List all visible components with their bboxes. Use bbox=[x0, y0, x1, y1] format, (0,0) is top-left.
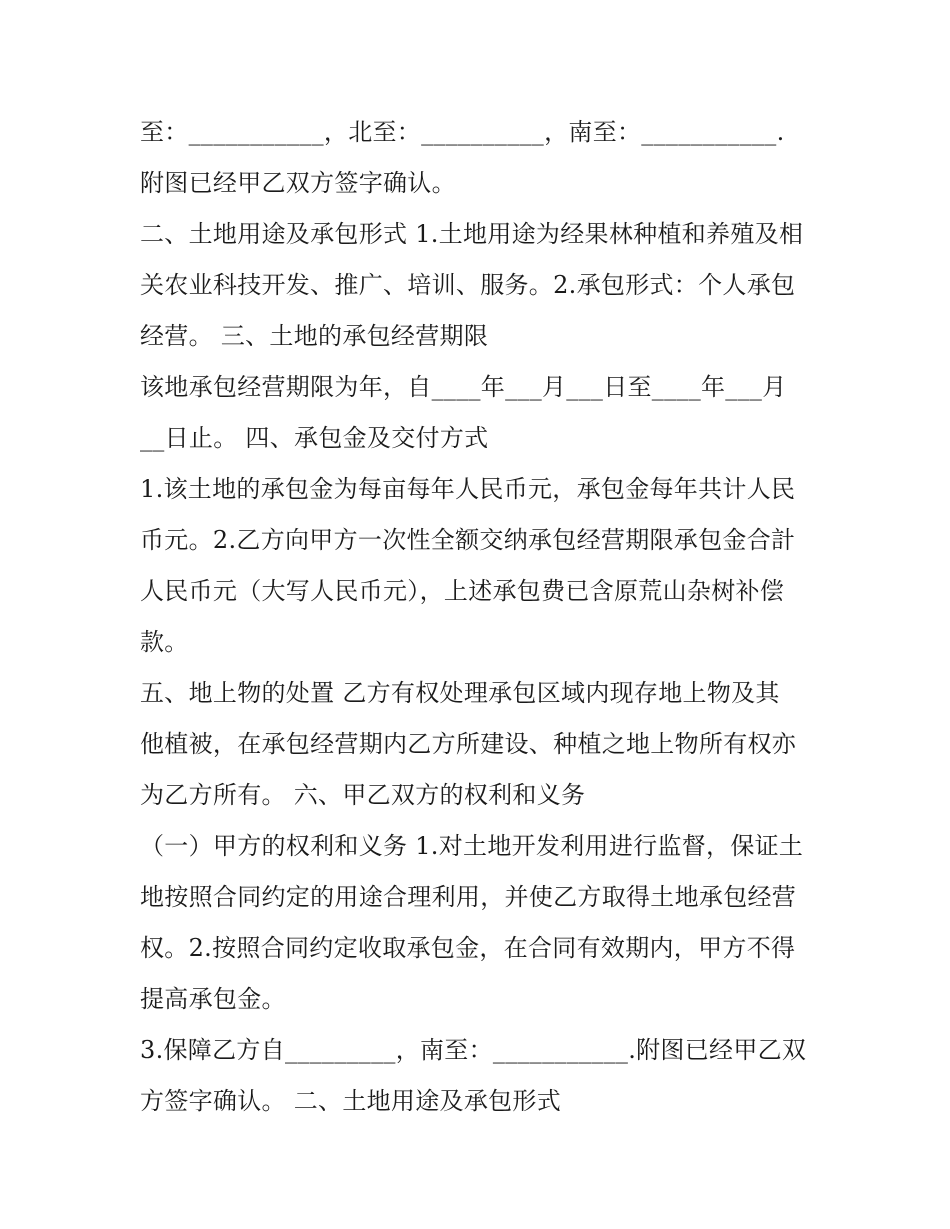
text-line: 人民币元（大写人民币元），上述承包费已含原荒山杂树补偿 bbox=[140, 577, 785, 605]
text-line: 经营。 三、土地的承包经营期限 bbox=[140, 322, 489, 350]
text-line: 附图已经甲乙双方签字确认。 bbox=[140, 169, 456, 197]
text-line: 1.该土地的承包金为每亩每年人民币元，承包金每年共计人民 bbox=[140, 475, 796, 503]
text-line: 至：___________，北至：__________，南至：___________. bbox=[140, 118, 785, 146]
text-line: 款。 bbox=[140, 628, 189, 656]
text-line: 该地承包经营期限为年，自____年___月___日至____年___月 bbox=[140, 373, 787, 401]
text-line: 方签字确认。 二、土地用途及承包形式 bbox=[140, 1087, 562, 1115]
text-line: 权。2.按照合同约定收取承包金，在合同有效期内，甲方不得 bbox=[140, 934, 796, 962]
text-line: 地按照合同约定的用途合理利用，并使乙方取得土地承包经营 bbox=[140, 883, 797, 911]
text-line: 关农业科技开发、推广、培训、服务。2.承包形式：个人承包 bbox=[140, 271, 796, 299]
text-line: 提高承包金。 bbox=[140, 985, 286, 1013]
text-line: 3.保障乙方自_________，南至：___________.附图已经甲乙双 bbox=[140, 1036, 807, 1064]
text-line: 二、土地用途及承包形式 1.土地用途为经果林种植和养殖及相 bbox=[140, 220, 804, 248]
text-line: 币元。2.乙方向甲方一次性全额交纳承包经营期限承包金合計 bbox=[140, 526, 796, 554]
text-line: 五、地上物的处置 乙方有权处理承包区域内现存地上物及其 bbox=[140, 679, 780, 707]
text-line: __日止。 四、承包金及交付方式 bbox=[140, 424, 489, 452]
document-body bbox=[140, 107, 820, 1127]
text-line: （一）甲方的权利和义务 1.对土地开发利用进行监督，保证土 bbox=[140, 832, 804, 860]
text-line: 他植被，在承包经营期内乙方所建设、种植之地上物所有权亦 bbox=[140, 730, 797, 758]
text-line: 为乙方所有。 六、甲乙双方的权利和义务 bbox=[140, 781, 586, 809]
